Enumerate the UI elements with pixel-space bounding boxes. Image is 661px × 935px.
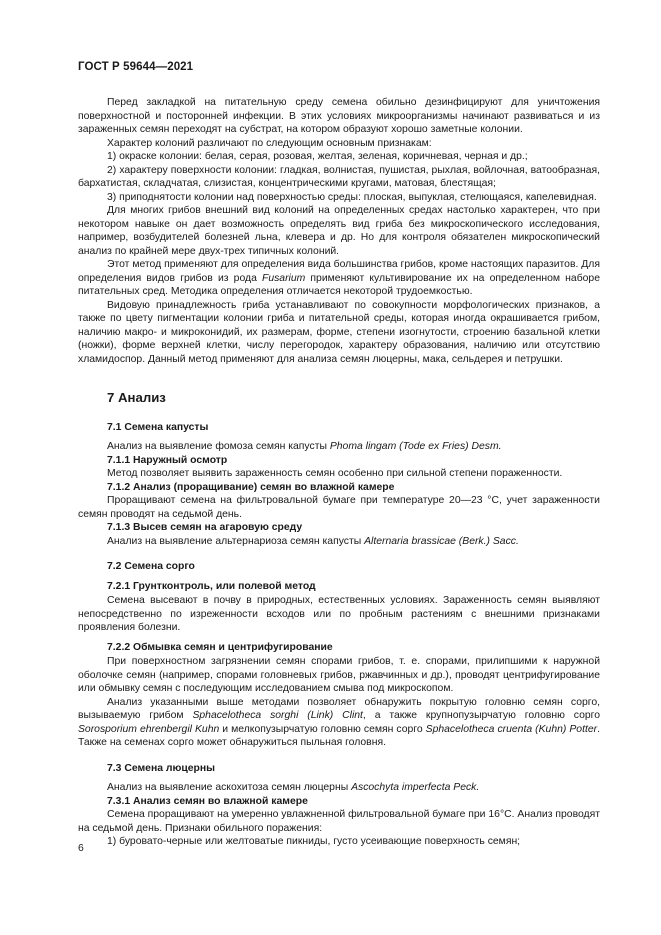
species-name: Phoma lingam (Tode ex Fries) Desm.: [329, 441, 502, 452]
subsubsection-heading: 7.1.2 Анализ (проращивание) семян во влажной камере: [107, 481, 395, 493]
page-number: 6: [78, 843, 84, 854]
subsubsection-heading: 7.2.2 Обмывка семян и центрифугирование: [107, 641, 333, 653]
paragraph: Анализ на выявление аскохитоза семян люцерны Ascochyta imperfecta Peck.: [107, 782, 480, 793]
paragraph: Для многих грибов внешний вид колоний на определенных средах настолько характерен, что при некотором навыке он дает возможность определять вид гриба без микроскопического исследования, например, возбудителей болезней льна, клевера и др. Но для контроля обязателен микроскопический анализ по крайней мере двух-трех типичных колоний.: [78, 205, 600, 257]
document-id-header: ГОСТ Р 59644—2021: [78, 61, 194, 73]
paragraph: Семена проращивают на умеренно увлажненной фильтровальной бумаге при 16°С. Анализ проводят на седьмой день. Признаки обильного поражения:: [78, 809, 600, 834]
species-name: Ascochyta imperfecta Peck.: [351, 782, 480, 793]
subsubsection-heading: 7.3.1 Анализ семян во влажной камере: [107, 795, 308, 807]
species-name: Sphacelotheca cruenta (Kuhn) Potter: [425, 723, 598, 735]
subsubsection-heading: 7.1.3 Высев семян на агаровую среду: [107, 522, 303, 533]
list-item: 2) характеру поверхности колонии: гладкая, волнистая, пушистая, рыхлая, войлочная, ватообразная, бархатистая, складчатая, слизистая, концентрическими кругами, матовая, блестящая;: [78, 164, 600, 189]
paragraph: Видовую принадлежность гриба устанавливают по совокупности морфологических признаков, а также по цвету пигментации колонии гриба и питательной среды, которая иногда окрашивается грибом, наличию макро- и микроконидий, их размерам, форме, степени изогнутости, строению базальной клетки (ножки), форме верхней клетки, числу перегородок, характеру образования, наличию или отсутствию хламидоспор. Данный метод применяют для анализа семян люцерны, мака, сельдерея и петрушки.: [78, 299, 600, 365]
subsubsection-heading: 7.1.1 Наружный осмотр: [107, 454, 228, 466]
paragraph: При поверхностном загрязнении семян спорами грибов, т. е. спорами, прилипшими к наружной оболочке семян (например, спорами головневых грибов, ржавчинных и др.), проводят центрифугирование или обмывку семян с последующим исследованием смыва под микроскопом.: [78, 656, 600, 694]
paragraph: Этот метод применяют для определения вида большинства грибов, кроме настоящих паразитов. Для определения видов грибов из рода Fusarium применяют культивирование их на определенном наборе питательных сред. Методика определения отличается некоторой трудоемкостью.: [78, 259, 600, 297]
list-item: 1) окраске колонии: белая, серая, розовая, желтая, зеленая, коричневая, черная и др.;: [107, 151, 528, 162]
list-item: 3) приподнятости колонии над поверхностью среды: плоская, выпуклая, стелющаяся, капелевидная.: [107, 191, 597, 203]
species-name: Sphacelotheca sorghi (Link) Clint: [192, 710, 363, 721]
paragraph: Проращивают семена на фильтровальной бумаге при температуре 20—23 °С, учет зараженности семян проводят на седьмой день.: [78, 495, 600, 520]
paragraph: Характер колоний различают по следующим основным признакам:: [107, 137, 432, 149]
paragraph: Анализ на выявление фомоза семян капусты Phoma lingam (Tode ex Fries) Desm.: [107, 441, 502, 452]
genus-name: Fusarium: [261, 272, 306, 284]
paragraph: Анализ указанными выше методами позволяет обнаружить покрытую головню семян сорго, вызываемую грибом Sphacelotheca sorghi (Link) Clint, а также крупнопузырчатую головню сорго Sorosporium ehrenbergil Kuhn и мелкопузырчатую головню семян сорго Sphacelotheca cruenta (Kuhn) Potter. Также на семенах сорго может обнаружиться пыльная головня.: [78, 696, 601, 748]
paragraph: Анализ на выявление альтернариоза семян капусты Alternaria brassicae (Berk.) Sacc.: [107, 535, 519, 547]
document-body: [78, 96, 600, 849]
paragraph: Метод позволяет выявить зараженность семян особенно при сильной степени пораженности.: [107, 468, 563, 479]
paragraph: Перед закладкой на питательную среду семена обильно дезинфицируют для уничтожения поверхностной и посторонней инфекции. В этих условиях микроорганизмы начинают развиваться и из зараженных семян переходят на субстрат, на котором образуют хорошо заметные колонии.: [78, 97, 600, 135]
list-item: 1) буровато-черные или желтоватые пикниды, густо усеивающие поверхность семян;: [107, 836, 521, 847]
subsection-heading: 7.2 Семена сорго: [107, 561, 195, 572]
paragraph: Семена высевают в почву в природных, естественных условиях. Зараженность семян выявляют непосредственно по изреженности всходов или по пробным растениям с внешними признаками проявления болезни.: [78, 595, 600, 633]
subsection-heading: 7.3 Семена люцерны: [107, 762, 216, 774]
subsubsection-heading: 7.2.1 Грунтконтроль, или полевой метод: [107, 580, 316, 592]
species-name: Alternaria brassicae (Berk.) Sacc.: [364, 535, 519, 547]
species-name: Sorosporium ehrenbergil Kuhn: [78, 723, 220, 735]
subsection-heading: 7.1 Семена капусты: [107, 421, 209, 433]
section-heading: 7 Анализ: [107, 390, 166, 405]
